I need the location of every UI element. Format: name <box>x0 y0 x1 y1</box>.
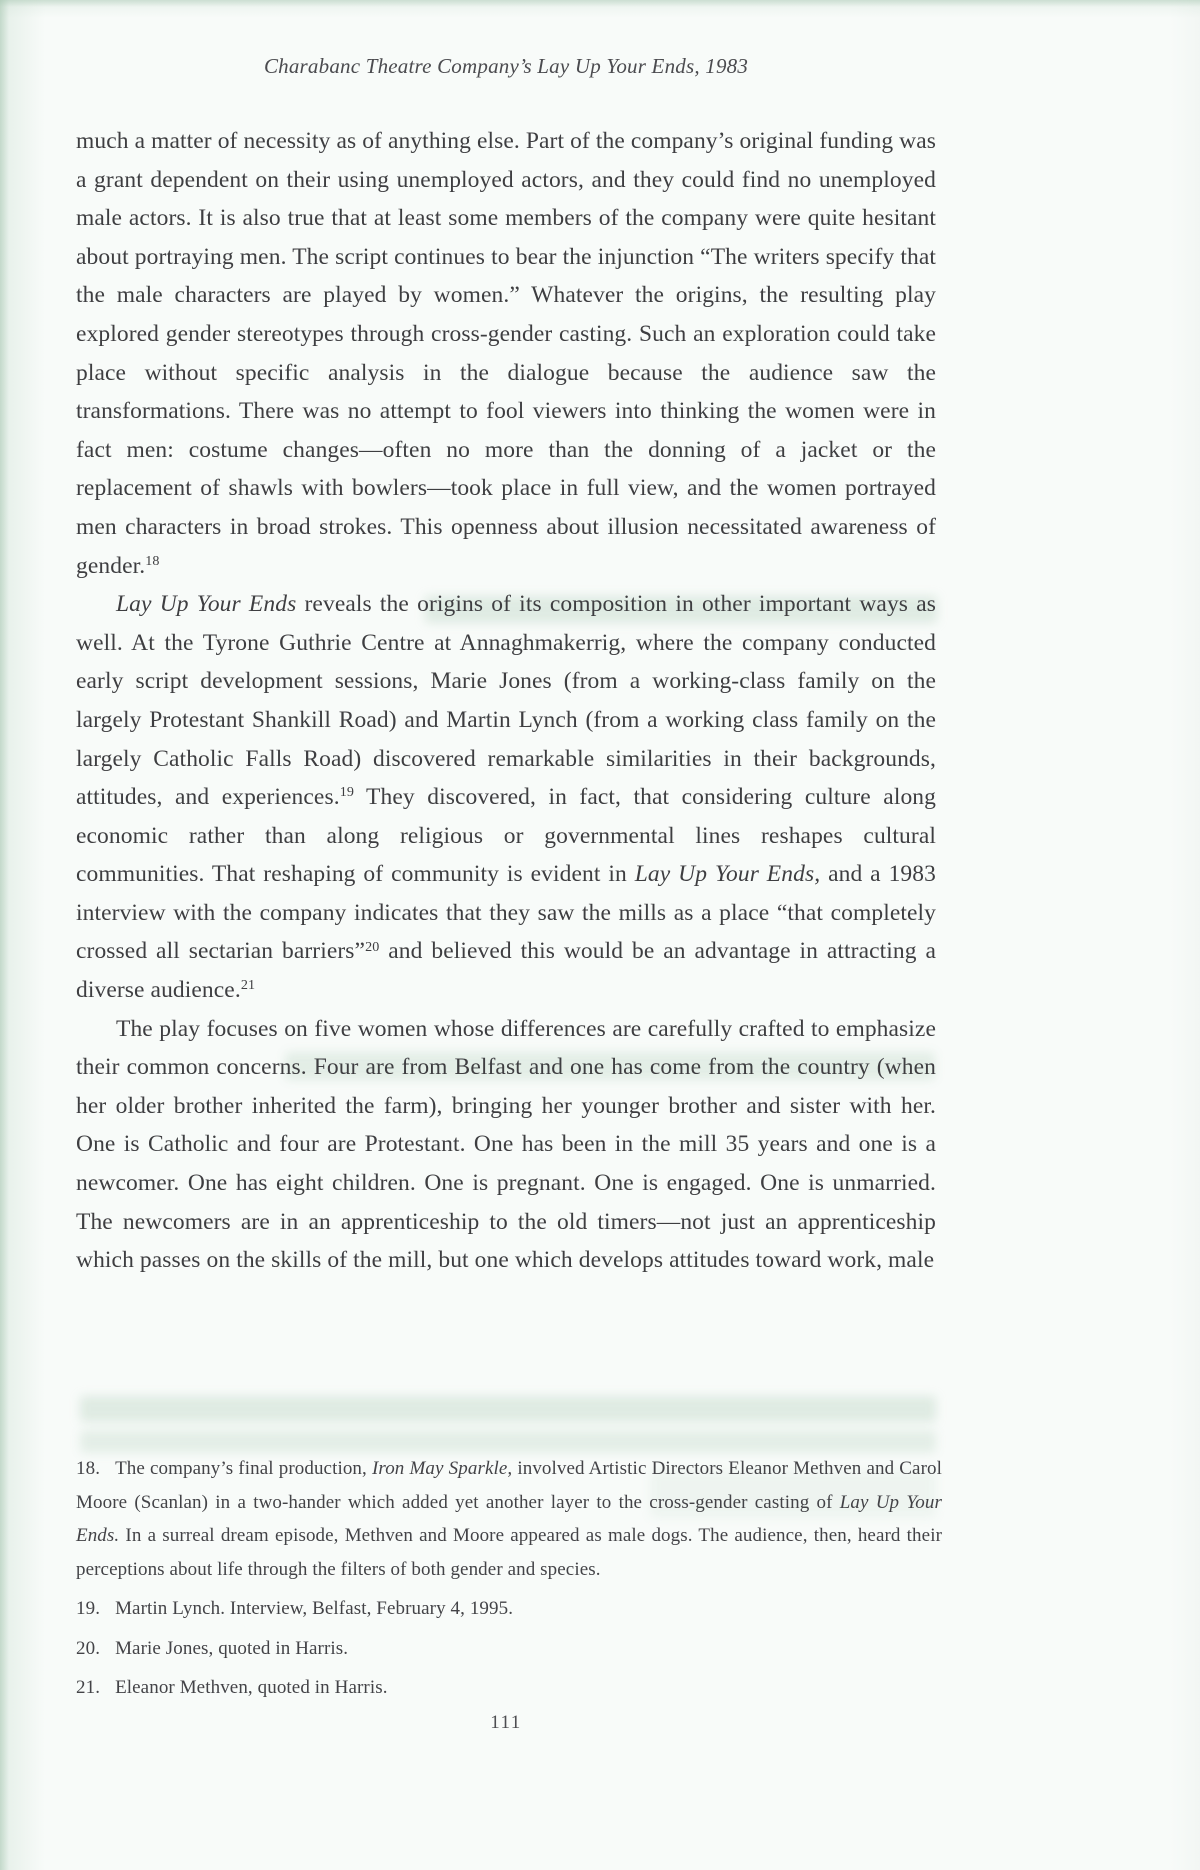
page-number: 111 <box>490 1712 522 1733</box>
footnote <box>76 1592 942 1626</box>
running-header: Charabanc Theatre Company’s Lay Up Your Ends, 1983 <box>263 54 749 78</box>
footnote-reference: 20 <box>365 938 380 955</box>
text-run: Marie Jones, quoted in Harris. <box>115 1637 349 1659</box>
footnote-number: 19. <box>76 1598 101 1619</box>
paragraph <box>76 585 936 1010</box>
text-run: The company’s final production, <box>115 1458 372 1479</box>
body-text <box>76 122 936 1280</box>
footnote <box>76 1452 942 1586</box>
text-run: The play focuses on five women whose differences are carefully crafted to emphasize their common concerns. Four are from Belfast and one has come from the country (when her older brother inherited the farm), bringing her younger brother and sister with her. One is Catholic and four are Protestant. One has been in the mill 35 years and one is a newcomer. One has eight children. One is pregnant. One is engaged. One is unmarried. The newcomers are in an apprenticeship to the old timers—not just an apprenticeship which passes on the skills of the mill, but one which develops attitudes toward work, male <box>76 1015 936 1274</box>
footnote-reference: 19 <box>339 784 354 801</box>
text-run: Eleanor Methven, quoted in Harris. <box>115 1677 388 1698</box>
page-edge-shadow-top <box>0 0 1200 7</box>
scan-bleed-artifact <box>80 1396 936 1422</box>
footnote-number: 18. <box>76 1458 101 1479</box>
scan-bleed-artifact <box>80 1430 936 1453</box>
text-run: and a 1983 interview with the company indicates that they saw the mills as a place “that completely crossed all sectarian barriers” <box>76 861 936 965</box>
footnote-text <box>76 1458 942 1580</box>
footnote-number: 20. <box>76 1637 101 1659</box>
footnote <box>76 1632 942 1666</box>
text-run: Lay Up Your Ends. <box>76 1491 942 1546</box>
text-run: Martin Lynch. Interview, Belfast, February 4, 1995. <box>115 1598 514 1619</box>
text-run: and believed this would be an advantage in attracting a diverse audience. <box>76 938 936 1004</box>
text-run: reveals the origins of its composition in other important ways as well. At the Tyrone Guthrie Centre at Annaghmakerrig, where the company conducted early script development sessions, Marie Jones (from a working-class family on the largely Protestant Shankill Road) and Martin Lynch (from a working class family on the largely Catholic Falls Road) discovered remarkable similarities in their backgrounds, attitudes, and experiences. <box>76 591 936 811</box>
paragraph <box>76 122 936 585</box>
footnote <box>76 1671 942 1705</box>
footnotes-section <box>76 1452 942 1705</box>
footnote-text <box>115 1677 388 1698</box>
footnote-text <box>115 1638 348 1659</box>
paragraph <box>76 1010 936 1280</box>
text-run: Iron May Sparkle, <box>371 1458 513 1479</box>
text-run: They discovered, in fact, that considering culture along economic rather than along religious or governmental lines reshapes cultural communities. That reshaping of community is evident in <box>76 784 937 888</box>
footnote-text <box>115 1598 513 1619</box>
text-run: involved Artistic Directors Eleanor Methven and Carol Moore (Scanlan) in a two-hander which added yet another layer to the cross-gender casting of <box>76 1458 942 1513</box>
text-run: In a surreal dream episode, Methven and Moore appeared as male dogs. The audience, then, heard their perceptions about life through the filters of both gender and species. <box>76 1525 942 1580</box>
footnote-reference: 18 <box>145 552 160 569</box>
text-run: Lay Up Your Ends, <box>634 861 821 888</box>
footnote-number: 21. <box>76 1677 101 1698</box>
page-edge-shadow-left <box>0 0 9 1870</box>
text-run: Lay Up Your Ends <box>116 591 297 618</box>
footnote-reference: 21 <box>240 977 256 994</box>
text-run: much a matter of necessity as of anything else. Part of the company’s original funding was a grant dependent on their using unemployed actors, and they could find no unemployed male actors. It is also true that at least some members of the company were quite hesitant about portraying men. The script continues to bear the injunction “The writers specify that the male characters are played by women.” Whatever the origins, the resulting play explored gender stereotypes through cross-gender casting. Such an exploration could take place without specific analysis in the dialogue because the audience saw the transformations. There was no attempt to fool viewers into thinking the women were in fact men: costume changes—often no more than the donning of a jacket or the replacement of shawls with bowlers—took place in full view, and the women portrayed men characters in broad strokes. This openness about illusion necessitated awareness of gender. <box>76 128 937 579</box>
